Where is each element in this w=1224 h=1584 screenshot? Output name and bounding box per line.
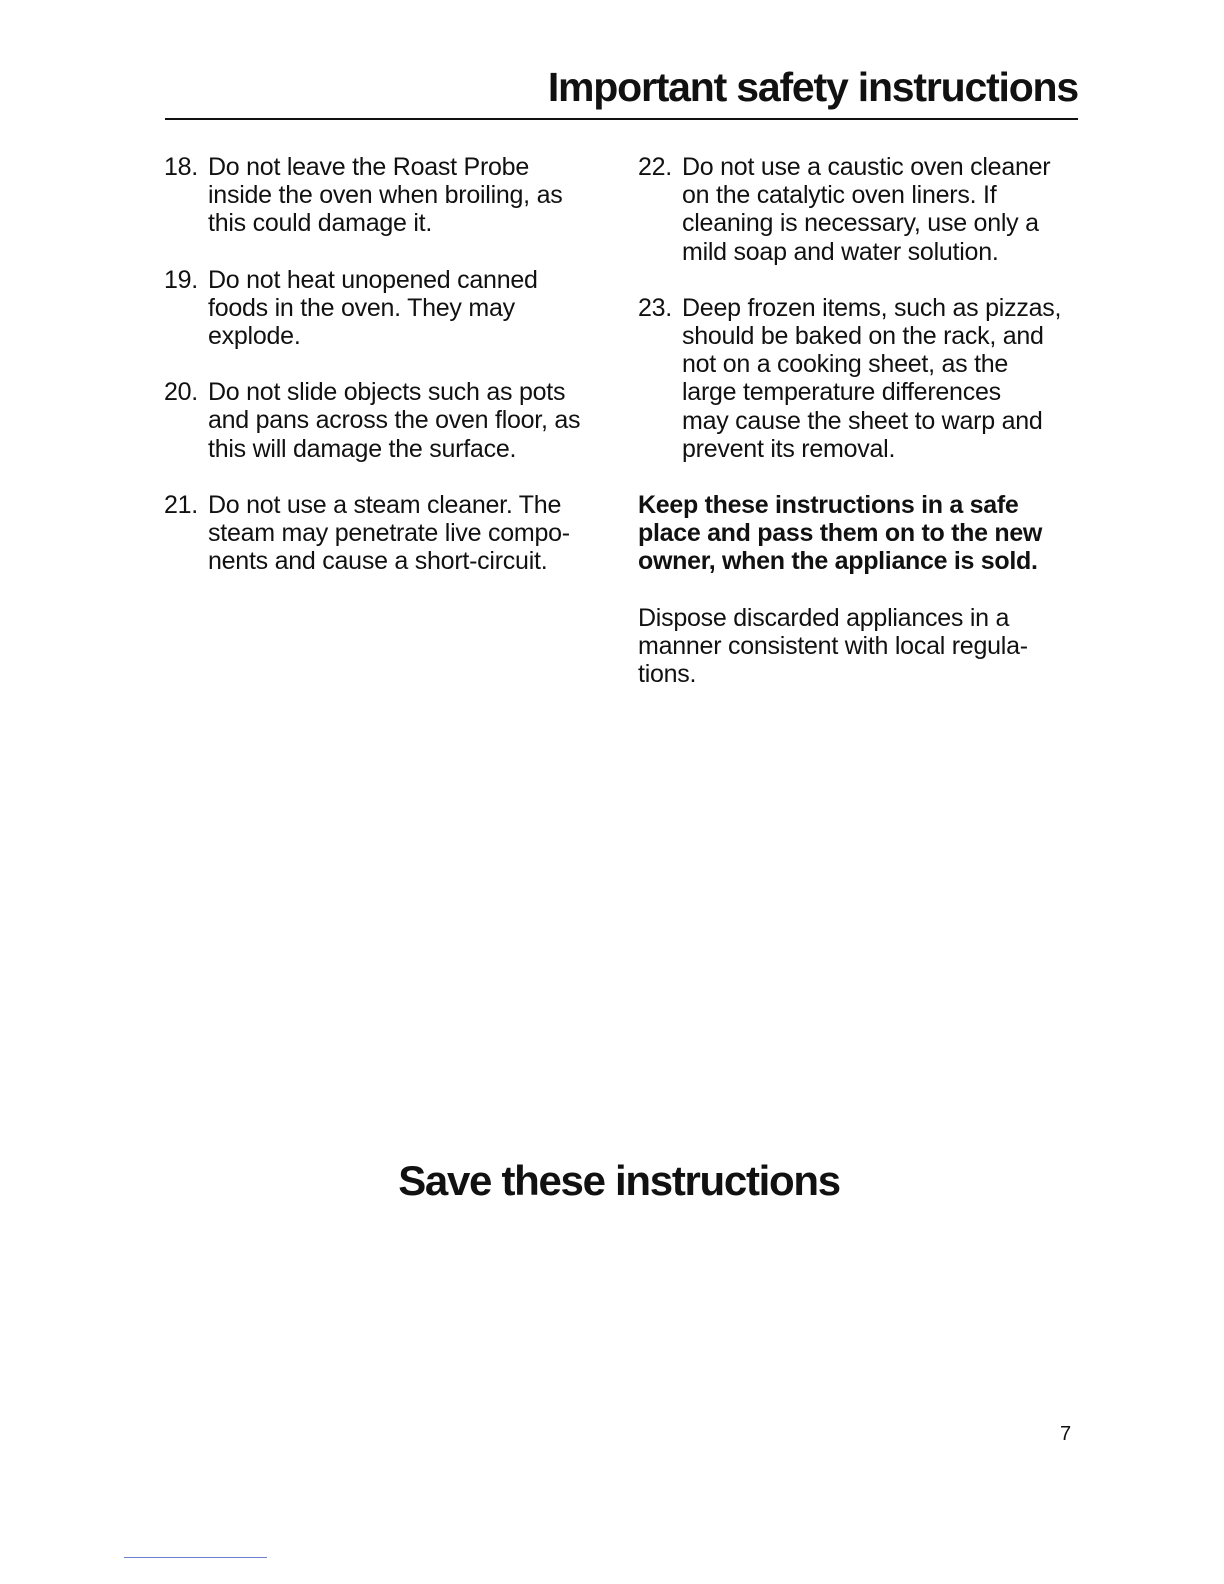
right-column — [638, 153, 1083, 688]
instruction-item-18 — [164, 153, 624, 238]
instruction-text: Deep frozen items, such as pizzas, should be baked on the rack, and not on a cooking sheet, as the large temperature differences may cause the sheet to warp and prevent its removal. — [682, 293, 1062, 463]
instruction-text: Do not leave the Roast Probe inside the oven when broiling, as this could damage it. — [208, 153, 563, 238]
keep-instructions-note: Keep these instructions in a safe place and pass them on to the new owner, when the appliance is sold. — [638, 491, 1043, 576]
dispose-appliances-note: Dispose discarded appliances in a manner consistent with local regula- tions. — [638, 603, 1028, 689]
instruction-text: Do not heat unopened canned foods in the oven. They may explode. — [208, 265, 538, 351]
instruction-number: 18. — [164, 153, 199, 181]
instruction-item-19 — [164, 266, 624, 351]
instruction-item-20 — [164, 378, 624, 463]
instruction-number: 19. — [164, 265, 199, 294]
page-number: 7 — [1060, 1423, 1072, 1445]
instruction-item-21 — [164, 491, 624, 576]
header-divider — [165, 118, 1078, 120]
instruction-number: 21. — [164, 490, 199, 519]
instruction-number: 22. — [638, 153, 673, 181]
instruction-item-22 — [638, 153, 1083, 266]
instruction-number: 23. — [638, 293, 673, 322]
instruction-text: Do not slide objects such as pots and pans across the oven floor, as this will damage the surface. — [208, 378, 581, 463]
instruction-text: Do not use a steam cleaner. The steam may penetrate live compo- nents and cause a short-circuit. — [208, 490, 570, 576]
page-title: Important safety instructions — [547, 64, 1078, 110]
left-column — [164, 153, 624, 603]
instruction-item-23 — [638, 294, 1083, 463]
footer-divider — [124, 1557, 267, 1558]
instruction-number: 20. — [164, 378, 199, 407]
instruction-text: Do not use a caustic oven cleaner on the catalytic oven liners. If cleaning is necessary, use only a mild soap and water solution. — [682, 153, 1051, 266]
save-instructions-heading: Save these instructions — [398, 1157, 840, 1204]
